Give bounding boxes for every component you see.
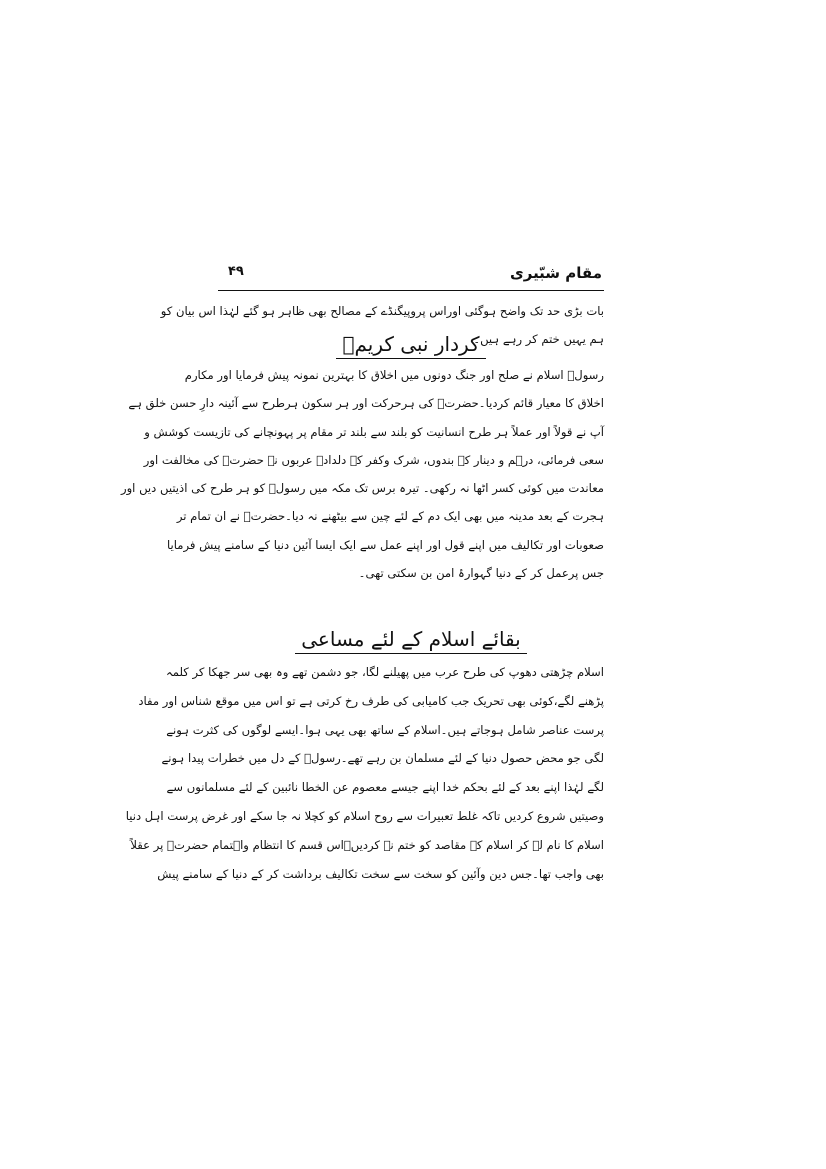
page-header [218, 260, 604, 291]
running-title: مقام شبّیری [509, 264, 602, 282]
text-line: ہجرت کے بعد مدینہ میں بھی ایک دم کے لئے چین سے بیٹھنے نہ دیا۔حضرتؐ نے ان تمام تر [176, 509, 604, 524]
text-line: رسولؐ اسلام نے صلح اور جنگ دونوں میں اخلاق کا بہترین نمونہ پیش فرمایا اور مکارم [184, 368, 604, 382]
text-line: لگے لہٰذا اپنے بعد کے لئے بحکم خدا اپنے جیسے معصوم عن الخطا نائبین کے لئے مسلمانوں سے [166, 780, 604, 795]
text-line: وصیتیں شروع کردیں تاکہ غلط تعبیرات سے روح اسلام کو کچلا نہ جا سکے اور غرض پرست اہل دنیا [125, 808, 604, 823]
text-line: اسلام چڑھتی دھوپ کی طرح عرب میں پھیلنے لگا، جو دشمن تھے وہ بھی سر جھکا کر کلمہ [165, 665, 604, 679]
section-heading [218, 627, 604, 654]
section-heading-text: بقائے اسلام کے لئے مساعی [295, 627, 526, 654]
section-paragraph [125, 658, 604, 888]
text-line: آپ نے قولاً اور عملاً ہر طرح انسانیت کو بلند سے بلند تر مقام پر پہونچانے کی تازیست کوشش و [144, 424, 604, 439]
text-line: سعی فرمائی، درہم و دینار کے بندوں، شرک وکفر کے دلدادہ عربوں نے حضرتؐ کی مخالفت اور [143, 452, 604, 467]
text-line: بھی واجب تھا۔جس دین وآئین کو سخت سے سخت تکالیف برداشت کر کے دنیا کے سامنے پیش [157, 866, 604, 881]
text-line: بات بڑی حد تک واضح ہوگئی اوراس پروپیگنڈے کے مصالح بھی ظاہر ہو گئے لہٰذا اس بیان کو [160, 304, 604, 318]
text-line: اسلام کا نام لے کر اسلام کے مقاصد کو ختم نہ کردیں۔اس قسم کا انتظام واہتمام حضرتؐ پر عقلاً [130, 837, 604, 852]
section-heading-text: کردار نبی کریمؐ [336, 332, 485, 359]
page-number: ۴۹ [228, 264, 244, 279]
text-line: پڑھنے لگے،کوئی بھی تحریک جب کامیابی کی طرف رخ کرتی ہے تو اس میں موقع شناس اور مفاد [138, 693, 604, 708]
text-line: صعوبات اور تکالیف میں اپنے قول اور اپنے عمل سے ایک ایسا آئین دنیا کے سامنے پیش فرمایا [166, 537, 604, 552]
text-line: پرست عناصر شامل ہوجاتے ہیں۔اسلام کے ساتھ بھی یہی ہوا۔ایسے لوگوں کی کثرت ہونے [166, 722, 604, 737]
text-line: معاندت میں کوئی کسر اٹھا نہ رکھی۔ تیرہ برس تک مکہ میں رسولؐ کو ہر طرح کی اذیتیں دیں اور [120, 481, 604, 496]
text-line: ہم یہیں ختم کر رہے ہیں۔ [473, 332, 604, 346]
section-paragraph [120, 361, 604, 587]
text-line: جس پرعمل کر کے دنیا گہوارۂ امن بن سکتی تھی۔ [358, 566, 604, 581]
text-line: اخلاق کا معیار قائم کردیا۔حضرتؐ کی ہرحرکت اور ہر سکون ہرطرح سے آئینہ دارِ حسن خلق ہے [128, 396, 604, 411]
text-line: لگی جو محض حصول دنیا کے لئے مسلمان بن رہے تھے۔رسولؐ کے دل میں خطرات پیدا ہونے [161, 751, 604, 766]
section-heading [218, 332, 604, 359]
